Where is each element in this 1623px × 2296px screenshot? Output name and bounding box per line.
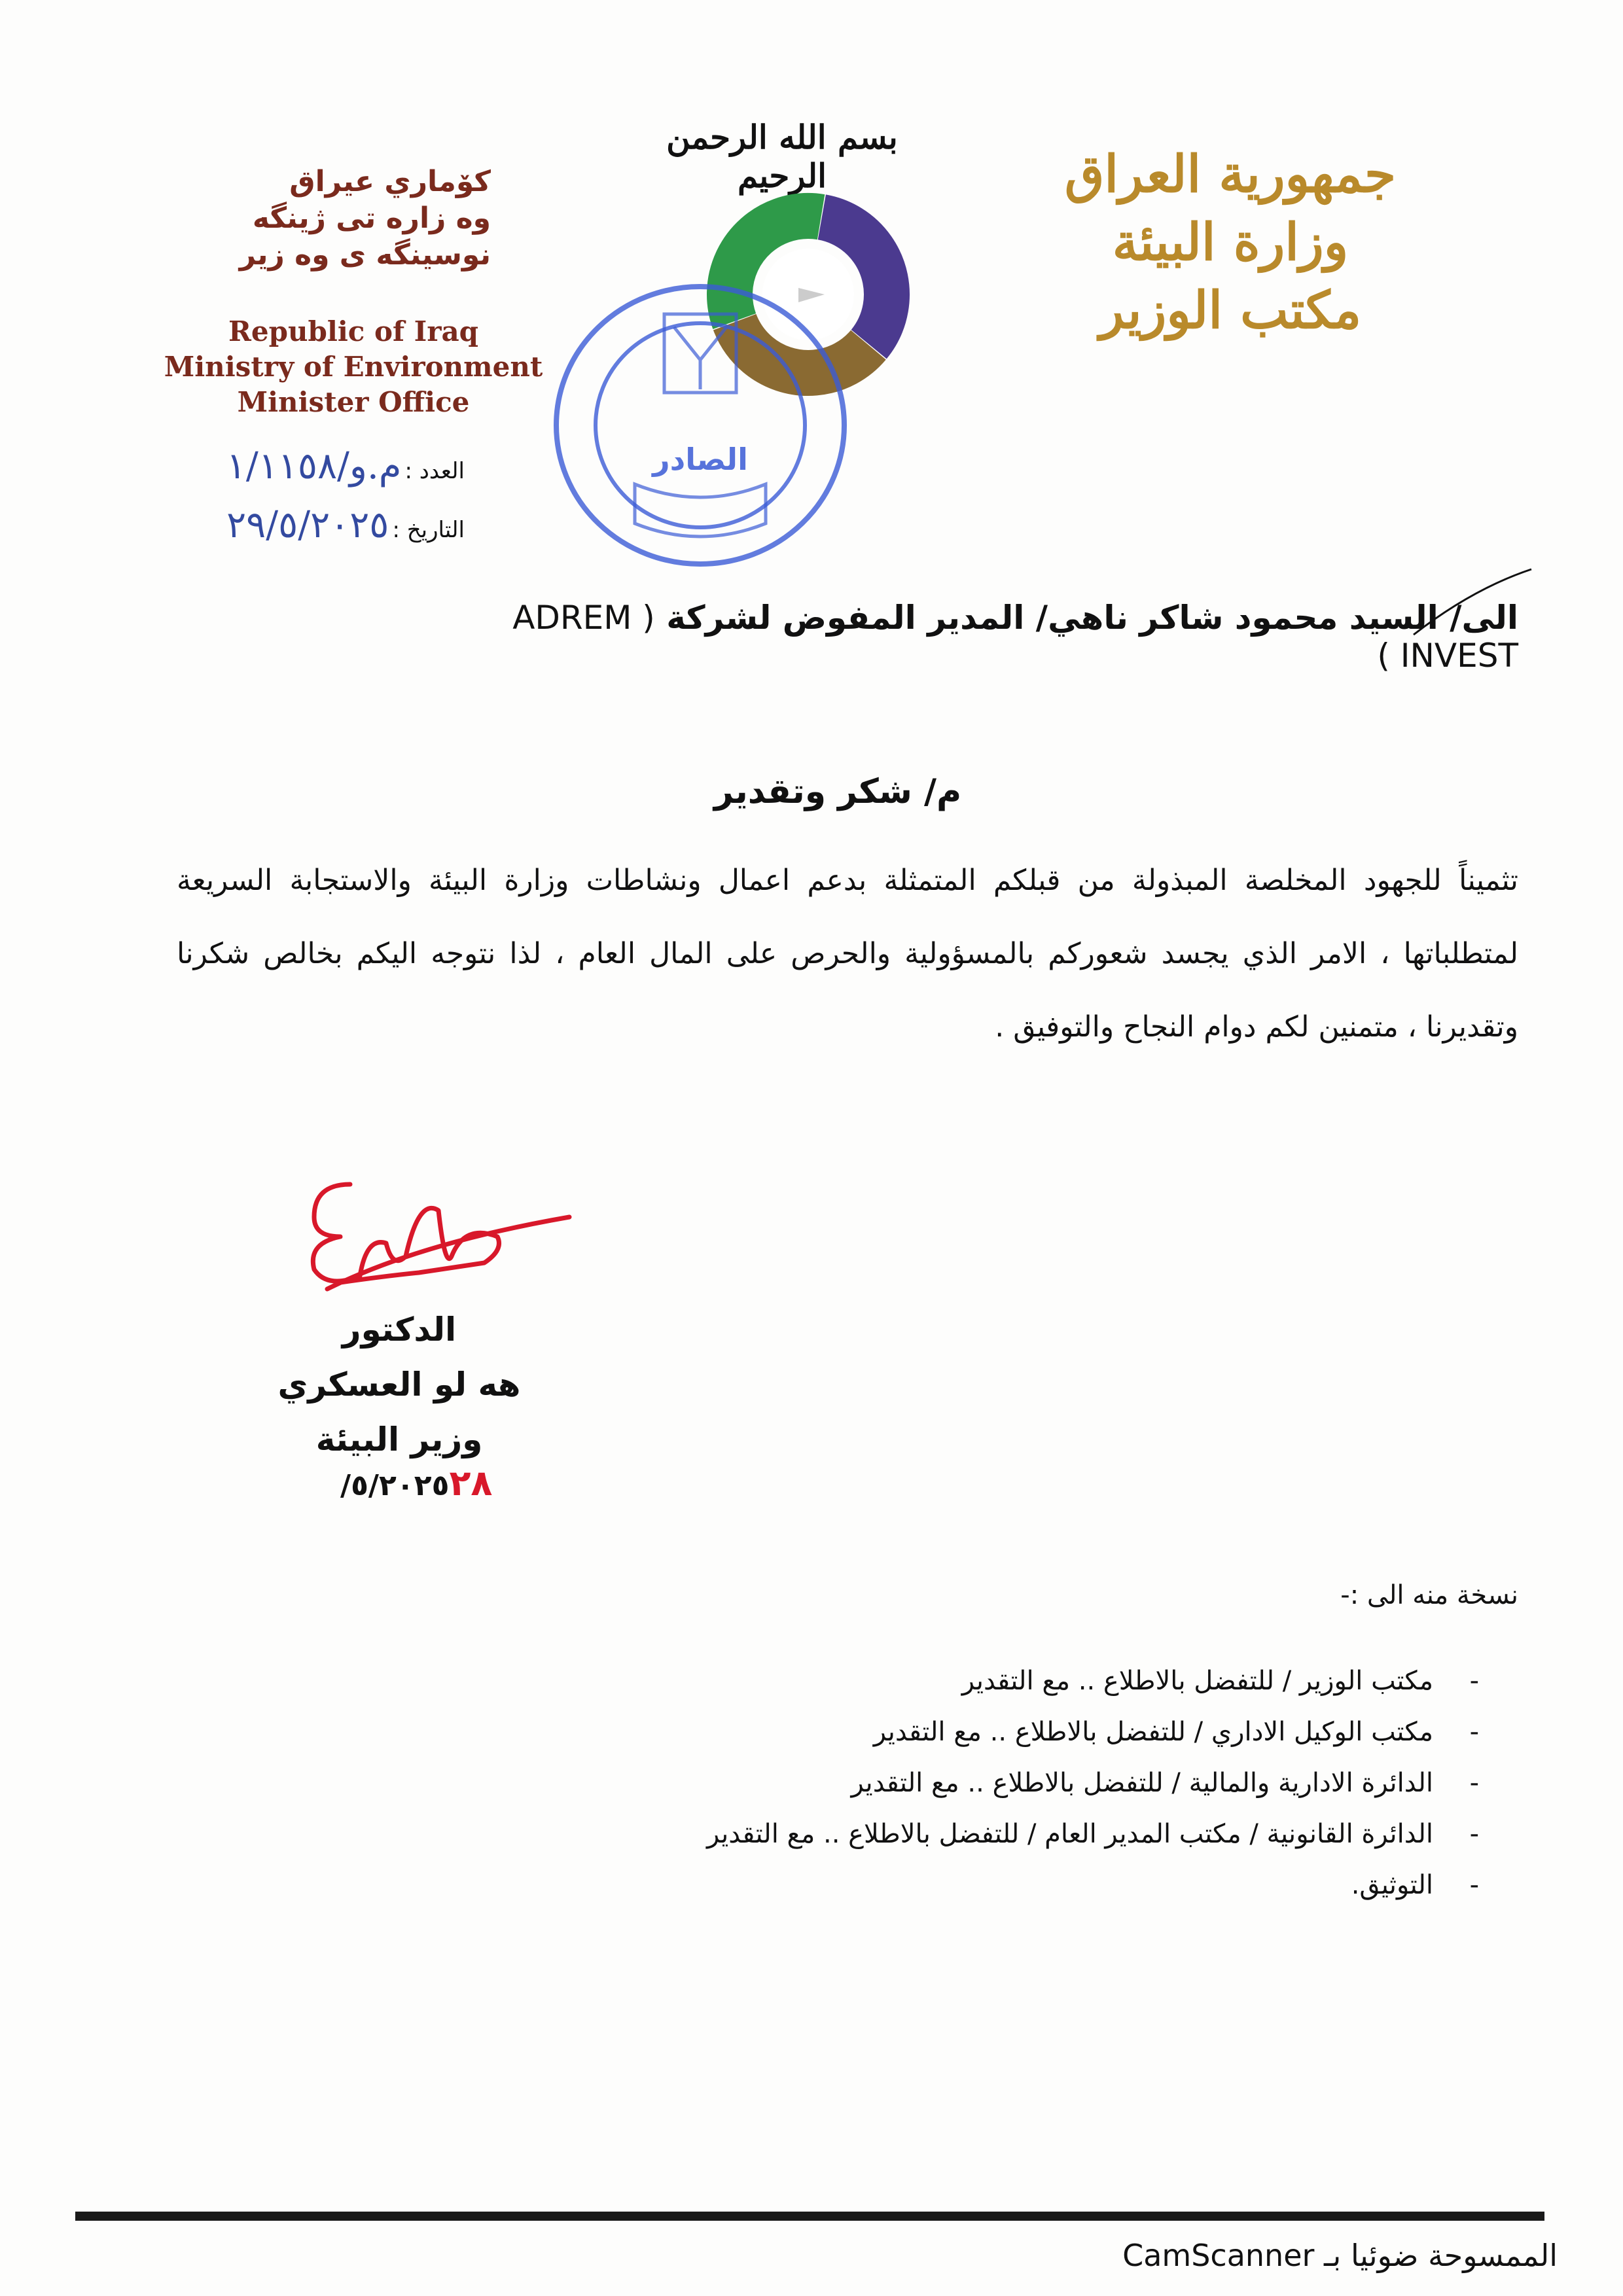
list-dash: - [1469,1768,1479,1798]
signature-name: هه لو العسكري [277,1366,521,1404]
body-paragraph: تثميناً للجهود المخلصة المبذولة من قبلكم المتمثلة بدعم اعمال ونشاطات وزارة البيئة والاستجابة السريعة لمتطلباتها ، الامر الذي يجسد شعوركم بالمسؤولية والحرص على المال العام ، لذا نتوجه اليكم بخالص شكرنا وتقديرنا ، متمنين لكم دوام النجاح والتوفيق . [177,864,1518,1044]
signature-icon [288,1158,589,1309]
list-item-text: مكتب الوزير / للتفضل بالاطلاع .. مع التقدير [961,1666,1433,1696]
subject-heading: م/ شكر وتقدير [713,772,962,811]
list-item [589,1757,1479,1809]
letterhead-arabic-logo [1027,141,1433,345]
list-dash: - [1469,1717,1479,1747]
arabic-logo-line-2: وزارة البيئة [1112,213,1349,272]
letterhead-kurdish [216,164,491,274]
english-line-1: Republic of Iraq [228,315,479,347]
kurdish-line-2: وه زاره تى ژينگه [252,202,491,235]
recipient-line [458,599,1518,675]
signature-title: الدكتور [342,1311,457,1349]
list-item [589,1860,1479,1911]
list-dash: - [1469,1666,1479,1696]
list-item-text: الدائرة القانونية / مكتب المدير العام / للتفضل بالاطلاع .. مع التقدير [707,1819,1433,1849]
list-item-text: مكتب الوكيل الاداري / للتفضل بالاطلاع .. مع التقدير [873,1717,1433,1747]
list-item-text: الدائرة الادارية والمالية / للتفضل بالاطلاع .. مع التقدير [851,1768,1433,1798]
date-value: ٢٩/٥/٢٠٢٥ [226,504,389,546]
list-item [589,1706,1479,1757]
list-dash: - [1469,1870,1479,1900]
copy-to-heading: نسخة منه الى :- [1340,1580,1518,1610]
number-value: م.و/١/١١٥٨ [226,445,402,487]
recipient-underline-stroke [1407,563,1538,641]
arabic-logo-line-1: جمهورية العراق [1064,145,1397,204]
date-label: التاريخ : [392,517,465,543]
basmala: بسم الله الرحمن الرحيم [666,118,898,195]
list-item-text: التوثيق. [1351,1870,1433,1900]
recipient-company: ( ADREM INVEST ) [512,599,1518,675]
signature-block [249,1302,550,1467]
signature-date-printed: /٥/٢٠٢٥ [340,1469,450,1502]
copy-to-list [589,1655,1479,1911]
footer-divider [75,2212,1544,2221]
camscanner-footer: الممسوحة ضوئيا بـ CamScanner [1122,2238,1558,2273]
issued-stamp-label: الصادر [652,442,748,477]
reference-number [157,445,465,487]
signature-date-hand: ٢٨ [449,1462,493,1504]
list-item [589,1655,1479,1706]
recipient-text: الى/ السيد محمود شاكر ناهي/ المدير المفوض لشركة [666,599,1518,637]
number-label: العدد : [404,458,465,484]
signature-date [340,1462,550,1504]
list-item [589,1809,1479,1860]
kurdish-line-3: نوسينگه ى وه زير [239,238,491,272]
english-line-2: Ministry of Environment [164,351,543,383]
arabic-logo-line-3: مكتب الوزير [1099,281,1362,340]
list-dash: - [1469,1819,1479,1849]
letterhead-english [164,314,543,420]
issued-stamp-icon [543,275,857,576]
signature-position: وزير البيئة [315,1421,483,1458]
reference-date [157,504,465,546]
kurdish-line-1: كۆماري عيراق [289,165,491,198]
english-line-3: Minister Office [237,386,470,418]
